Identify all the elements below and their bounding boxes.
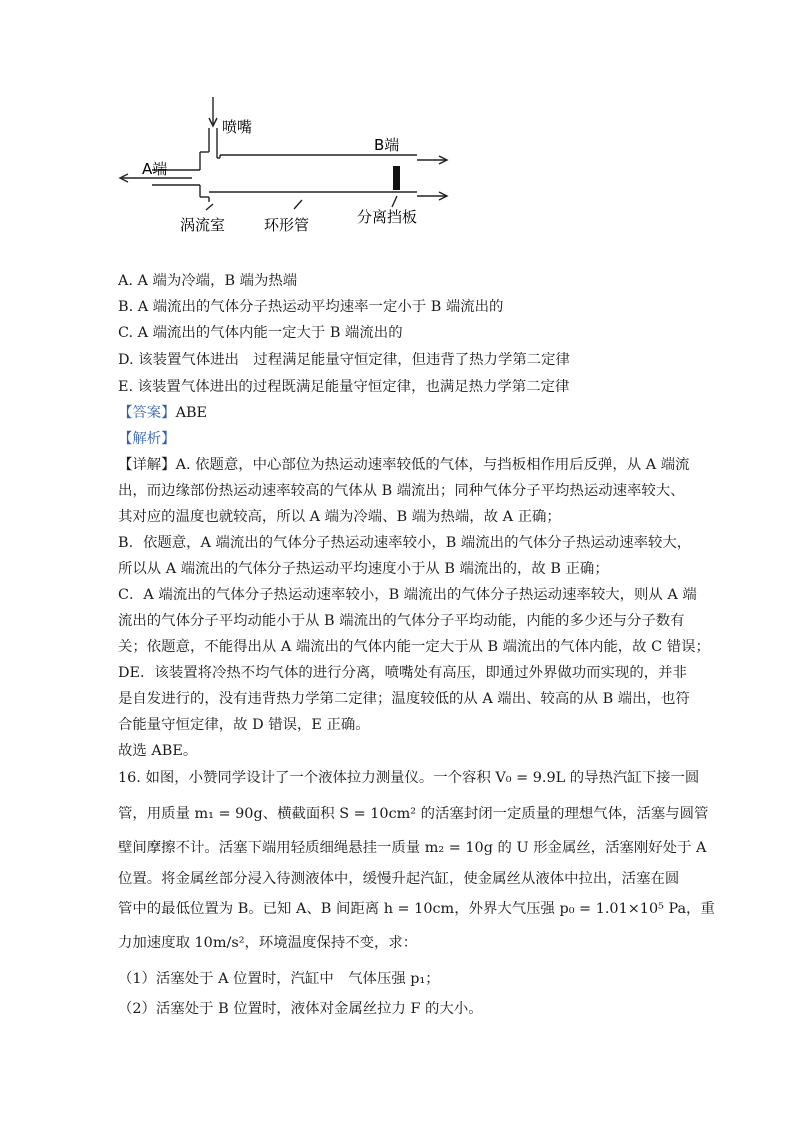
sub-question-1: （1）活塞处于 A 位置时，汽缸中 气体压强 p₁； [118,971,440,987]
explain-line: DE．该装置将冷热不均气体的进行分离，喷嘴处有高压，即通过外界做功而实现的，并非 [118,665,687,681]
explain-line: 故选 ABE。 [118,743,198,759]
explain-line: 出，而边缘部份热运动速率较高的气体从 B 端流出；同种气体分子平均热运动速率较大、 [118,483,685,499]
b-end-label: B端 [374,136,400,154]
explain-line: 流出的气体分子平均动能小于从 B 端流出的气体分子平均动能，内能的多少还与分子数有 [118,613,685,629]
baffle-label: 分离挡板 [357,208,418,226]
option-a: A. A 端为冷端，B 端为热端 [118,273,298,289]
q16-line: 16. 如图，小赞同学设计了一个液体拉力测量仪。一个容积 V₀ = 9.9L 的导热汽缸下接一圆 [118,770,700,786]
vortex-leader [206,204,213,210]
annular-tube-label: 环形管 [264,216,310,234]
answer-tag: 【答案】 [118,405,176,421]
option-c: C. A 端流出的气体内能一定大于 B 端流出的 [118,325,403,341]
answer-line [118,403,718,423]
q16-line: 管，用质量 m₁ = 90g、横截面积 S = 10cm² 的活塞封闭一定质量的理想气体，活塞与圆管 [118,806,709,822]
sub-question-2: （2）活塞处于 B 位置时，液体对金属丝拉力 F 的大小。 [118,1001,483,1017]
explain-line: 是自发进行的，没有违背热力学第二定律；温度较低的从 A 端出、较高的从 B 端出，也符 [118,691,690,707]
separation-baffle [393,166,400,190]
vortex-tube-diagram [112,92,457,242]
explain-line: 【详解】A. 依题意，中心部位为热运动速率较低的气体，与挡板相作用后反弹，从 A 端流 [118,457,690,473]
nozzle-label: 喷嘴 [222,118,253,136]
vortex-chamber-label: 涡流室 [180,216,226,234]
a-end-label: A端 [142,160,168,178]
analysis-tag: 【解析】 [118,431,176,447]
explain-line: 其对应的温度也就较高，所以 A 端为冷端、B 端为热端，故 A 正确； [118,509,561,525]
option-e: E. 该装置气体进出的过程既满足能量守恒定律，也满足热力学第二定律 [118,379,570,395]
q16-line: 壁间摩擦不计。活塞下端用轻质细绳悬挂一质量 m₂ = 10g 的 U 形金属丝，活塞刚好处于 A [118,840,707,856]
answer-value: ABE [175,405,208,421]
q16-line: 管中的最低位置为 B。已知 A、B 间距离 h = 10cm，外界大气压强 p₀ = 1.01×10⁵ Pa，重 [118,901,715,917]
q16-line: 位置。将金属丝部分浸入待测液体中，缓慢升起汽缸，使金属丝从液体中拉出，活塞在圆 [118,871,680,887]
explain-line: 合能量守恒定律，故 D 错误，E 正确。 [118,717,370,733]
explain-line: C．A 端流出的气体分子热运动速率较小，B 端流出的气体分子热运动速率较大，则从 A 端 [118,587,697,603]
tube-leader [294,200,302,209]
explain-line: 关；依题意，不能得出从 A 端流出的气体内能一定大于从 B 端流出的气体内能，故 C 错误； [118,639,710,655]
explain-line: B．依题意，A 端流出的气体分子热运动速率较小，B 端流出的气体分子热运动速率较大， [118,535,692,551]
q16-line: 力加速度取 10m/s²，环境温度保持不变，求： [118,935,418,951]
option-d: D. 该装置气体进出 过程满足能量守恒定律，但违背了热力学第二定律 [118,352,570,368]
baffle-leader [392,196,397,207]
option-b: B. A 端流出的气体分子热运动平均速率一定小于 B 端流出的 [118,299,504,315]
explain-line: 所以从 A 端流出的气体分子热运动平均速度小于从 B 端流出的，故 B 正确； [118,561,609,577]
